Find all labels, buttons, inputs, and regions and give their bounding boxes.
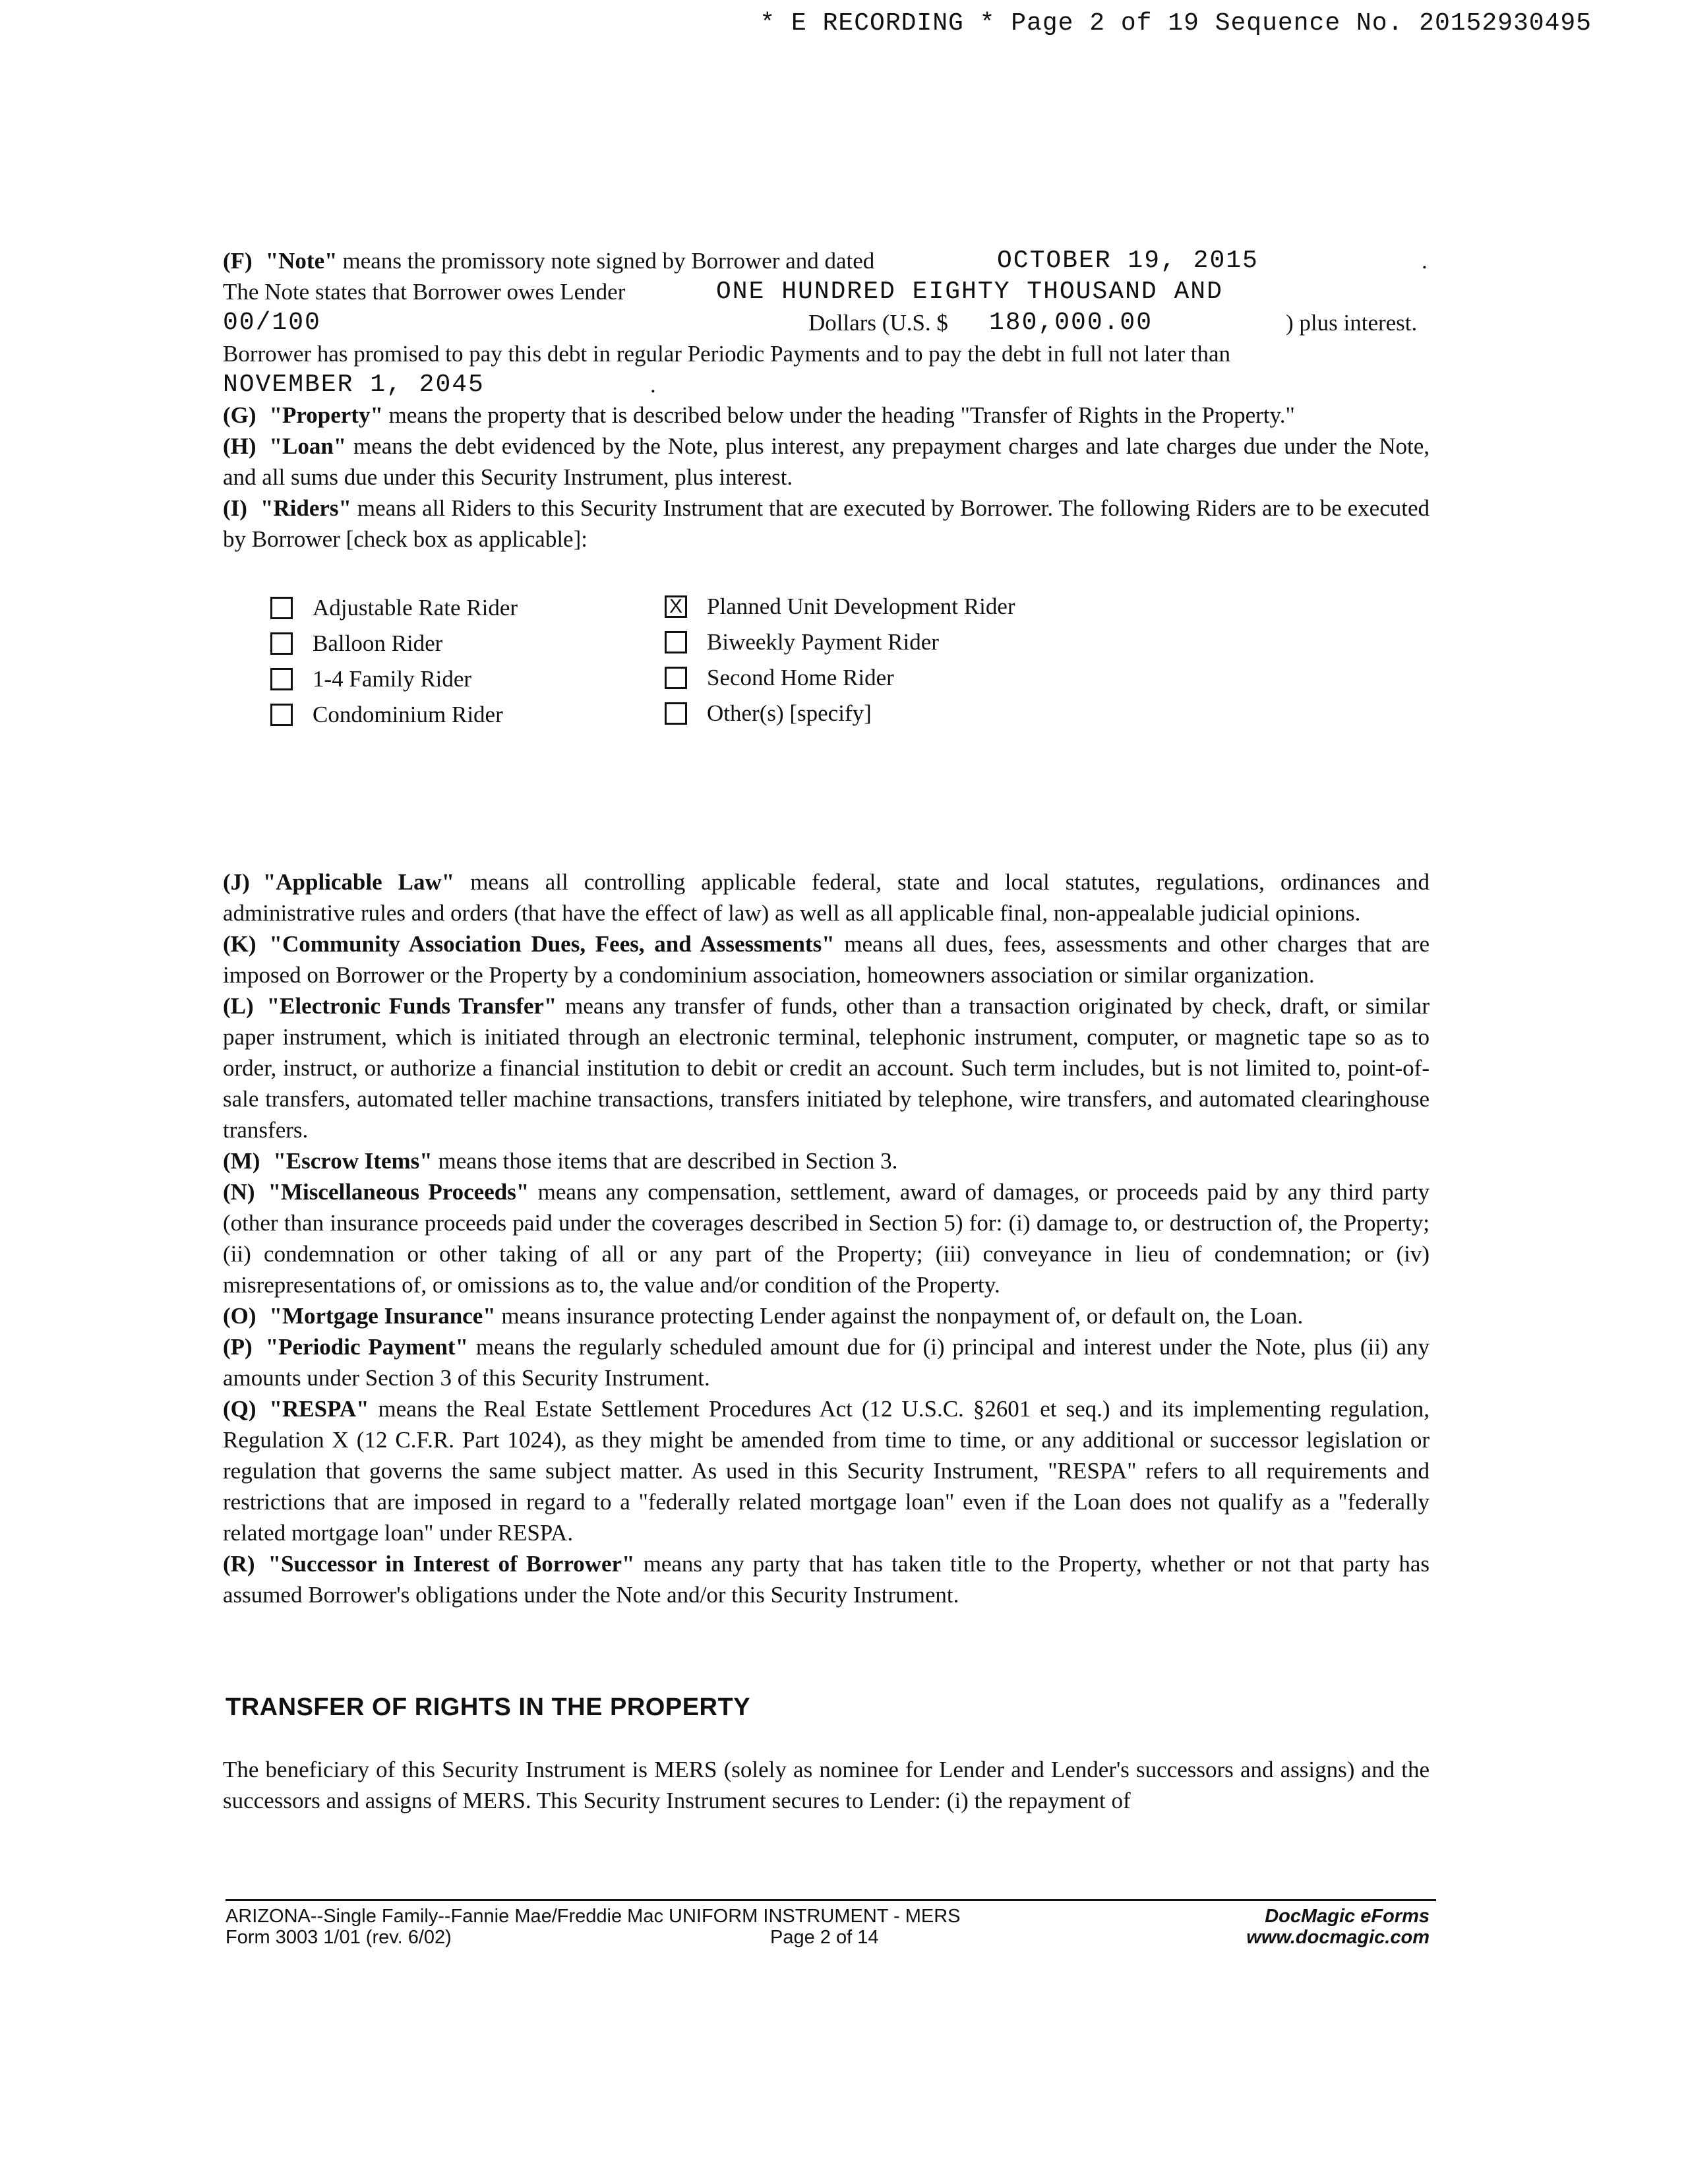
- definition-g: [223, 400, 1430, 431]
- checkbox[interactable]: [665, 631, 687, 653]
- definition-label: (I): [223, 495, 247, 521]
- definition-m: [223, 1145, 1430, 1176]
- definition-text: means all Riders to this Security Instrument that are executed by Borrower. The following Riders are to be executed by Borrower [check box as applicable]:: [223, 495, 1430, 552]
- rider-planned-unit-development: [665, 593, 1015, 620]
- definition-label: (Q): [223, 1396, 256, 1422]
- definition-label: (G): [223, 402, 256, 428]
- definition-l: [223, 990, 1430, 1145]
- definition-text: means the Real Estate Settlement Procedures Act (12 U.S.C. §2601 et seq.) and its implementing regulation, Regulation X (12 C.F.R. Part 1024), as they might be amended from time to time, or any additional or successor legislation or regulation that governs the same subject matter. As used in this Security Instrument, "RESPA" refers to all requirements and restrictions that are imposed in regard to a "federally related mortgage loan" even if the Loan does not qualify as a "federally related mortgage loan" under RESPA.: [223, 1396, 1430, 1546]
- checkbox[interactable]: [665, 667, 687, 689]
- definition-term: "Successor in Interest of Borrower": [268, 1551, 635, 1577]
- loan-amount: 180,000.00: [989, 309, 1153, 337]
- rider-label: Adjustable Rate Rider: [313, 595, 518, 621]
- rider-balloon: [270, 630, 442, 657]
- section-heading: TRANSFER OF RIGHTS IN THE PROPERTY: [226, 1693, 751, 1721]
- maturity-date: NOVEMBER 1, 2045: [223, 371, 485, 399]
- definition-k: [223, 928, 1430, 990]
- form-number: Form 3003 1/01 (rev. 6/02): [226, 1927, 452, 1948]
- definition-text: means all dues, fees, assessments and other charges that are imposed on Borrower or the Property by a condominium association, homeowners association or similar organization.: [223, 931, 1430, 988]
- definition-text: means any transfer of funds, other than a transaction originated by check, draft, or similar paper instrument, which is initiated through an electronic terminal, telephonic instrument, computer, or magnetic tape so as to order, instruct, or authorize a financial institution to debit or credit an account. Such term includes, but is not limited to, point-of-sale transfers, automated teller machine transactions, transfers initiated by telephone, wire transfers, and automated clearinghouse transfers.: [223, 993, 1430, 1143]
- definition-term: "Periodic Payment": [265, 1334, 468, 1360]
- definition-text: The Note states that Borrower owes Lender: [223, 279, 626, 305]
- recording-header: * E RECORDING * Page 2 of 19 Sequence No. 20152930495: [760, 9, 1592, 38]
- dollars-label: Dollars (U.S. $: [808, 310, 948, 336]
- rider-adjustable-rate: [270, 595, 518, 621]
- definition-term: "Community Association Dues, Fees, and Assessments": [269, 931, 835, 957]
- definition-text: means all controlling applicable federal, state and local statutes, regulations, ordinances and administrative rules and orders (that have the effect of law) as well as all applicable final, non-appealable judicial opinions.: [223, 869, 1430, 926]
- checkbox[interactable]: [270, 597, 293, 619]
- footer-divider: [226, 1899, 1436, 1901]
- docmagic-website[interactable]: www.docmagic.com: [1246, 1927, 1430, 1948]
- form-title: ARIZONA--Single Family--Fannie Mae/Freddie Mac UNIFORM INSTRUMENT - MERS: [226, 1906, 961, 1927]
- definition-r: [223, 1548, 1430, 1610]
- definition-term: "Property": [269, 402, 383, 428]
- definition-label: (O): [223, 1303, 256, 1329]
- definition-n: [223, 1176, 1430, 1300]
- definition-term: "Applicable Law": [262, 869, 455, 895]
- note-date-period: .: [1422, 248, 1428, 274]
- transfer-paragraph: [223, 1754, 1430, 1816]
- definition-o: [223, 1300, 1430, 1331]
- rider-label: 1-4 Family Rider: [313, 666, 472, 692]
- definition-h: [223, 431, 1430, 493]
- definition-term: "Electronic Funds Transfer": [266, 993, 557, 1019]
- definitions-g-to-i: [223, 400, 1430, 555]
- checkbox[interactable]: [270, 704, 293, 726]
- definition-label: (N): [223, 1179, 255, 1205]
- definition-p: [223, 1331, 1430, 1393]
- definition-text: means the debt evidenced by the Note, plus interest, any prepayment charges and late charges due under the Note, and all sums due under this Security Instrument, plus interest.: [223, 433, 1430, 490]
- rider-label: Biweekly Payment Rider: [707, 629, 939, 655]
- definition-term: "Escrow Items": [273, 1148, 433, 1174]
- definition-text: means any party that has taken title to the Property, whether or not that party has assumed Borrower's obligations under the Note and/or this Security Instrument.: [223, 1551, 1430, 1608]
- definition-term: "Loan": [269, 433, 347, 459]
- footer-brand: [1246, 1906, 1430, 1948]
- definition-label: (P): [223, 1334, 253, 1360]
- checkbox-checked[interactable]: X: [665, 595, 687, 618]
- definition-label: (L): [223, 993, 254, 1019]
- docmagic-logo: DocMagic eForms: [1265, 1906, 1430, 1927]
- definition-label: (K): [223, 931, 256, 957]
- definitions-j-to-r: [223, 866, 1430, 1610]
- rider-label: Planned Unit Development Rider: [707, 593, 1015, 619]
- rider-condominium: [270, 702, 503, 728]
- definition-text: means those items that are described in Section 3.: [438, 1148, 898, 1174]
- definition-term: "Miscellaneous Proceeds": [268, 1179, 529, 1205]
- rider-label: Second Home Rider: [707, 665, 894, 690]
- definition-text: means any compensation, settlement, award of damages, or proceeds paid by any third party (other than insurance proceeds paid under the coverages described in Section 5) for: (i) damage to, or destruction of, the Property; (ii) condemnation or other taking of all or any part of the Property; (iii) conveyance in lieu of condemnation; or (iv) misrepresentations of, or omissions as to, the value and/or condition of the Property.: [223, 1179, 1430, 1298]
- plus-interest-text: ) plus interest.: [1286, 310, 1418, 336]
- checkbox[interactable]: [665, 702, 687, 725]
- rider-label: Other(s) [specify]: [707, 700, 872, 726]
- maturity-period: .: [650, 372, 656, 398]
- rider-label: Condominium Rider: [313, 702, 503, 727]
- checkbox[interactable]: [270, 632, 293, 655]
- definition-term: "Note": [265, 248, 338, 274]
- rider-second-home: [665, 665, 894, 691]
- transfer-text: The beneficiary of this Security Instrument is MERS (solely as nominee for Lender and Lender's successors and assigns) and the successors and assigns of MERS. This Security Instrument secures to Lender: (i) the repayment of: [223, 1757, 1430, 1813]
- rider-label: Balloon Rider: [313, 630, 443, 656]
- definition-label: (R): [223, 1551, 255, 1577]
- definition-j: [223, 866, 1430, 928]
- definition-text: means insurance protecting Lender against the nonpayment of, or default on, the Loan.: [501, 1303, 1304, 1329]
- amount-in-words-cents: 00/100: [223, 309, 321, 337]
- rider-other: [665, 700, 872, 727]
- definition-text: means the regularly scheduled amount due for (i) principal and interest under the Note, plus (ii) any amounts under Section 3 of this Security Instrument.: [223, 1334, 1430, 1391]
- footer-page-number: Page 2 of 14: [770, 1927, 879, 1948]
- definition-q: [223, 1393, 1430, 1548]
- definition-label: (M): [223, 1148, 260, 1174]
- amount-in-words: ONE HUNDRED EIGHTY THOUSAND AND: [716, 278, 1223, 306]
- rider-biweekly-payment: [665, 629, 939, 655]
- definition-term: "Riders": [260, 495, 351, 521]
- definition-term: "Mortgage Insurance": [269, 1303, 496, 1329]
- note-date: OCTOBER 19, 2015: [997, 247, 1259, 275]
- definition-text: means the property that is described below under the heading "Transfer of Rights in the Property.": [388, 402, 1295, 428]
- definition-text: means the promissory note signed by Borrower and dated: [342, 248, 875, 274]
- rider-1-4-family: [270, 666, 471, 692]
- definition-label: (F): [223, 248, 253, 274]
- definition-term: "RESPA": [269, 1396, 369, 1422]
- definition-label: (H): [223, 433, 256, 459]
- checkbox[interactable]: [270, 668, 293, 690]
- definition-label: (J): [223, 869, 250, 895]
- definition-text: Borrower has promised to pay this debt in regular Periodic Payments and to pay the debt in full not later than: [223, 341, 1230, 367]
- definition-i: [223, 493, 1430, 555]
